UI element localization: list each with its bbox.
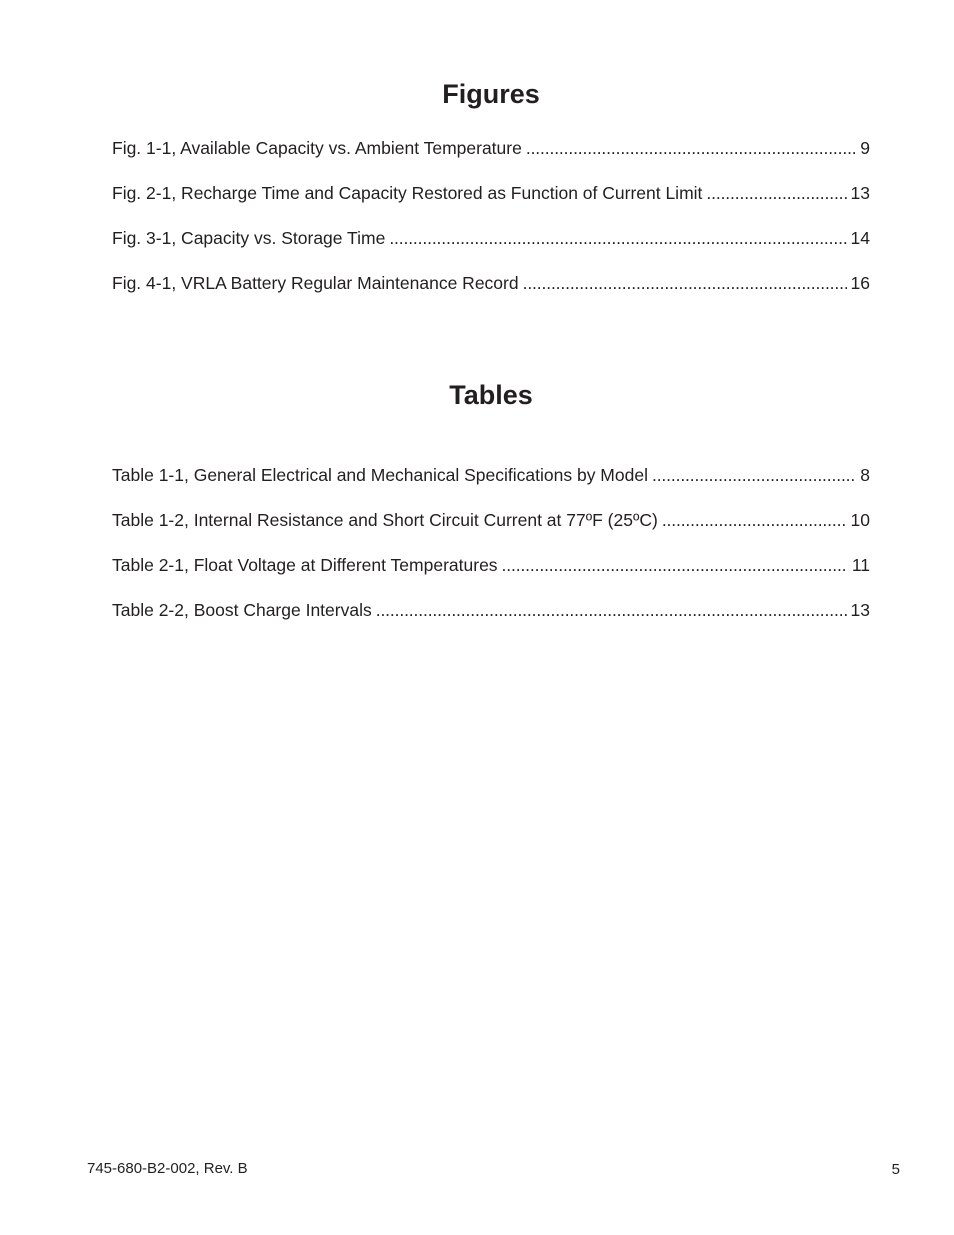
document-number: 745-680-B2-002, Rev. B [87, 1160, 248, 1177]
table-entry-label: Table 1-2, Internal Resistance and Short Circuit Current at 77ºF (25ºC) [112, 510, 658, 530]
table-entry-page: 10 [850, 510, 870, 530]
figure-entry[interactable] [112, 272, 870, 317]
table-entry[interactable] [112, 464, 870, 509]
figure-entry-page: 9 [860, 138, 870, 158]
table-entry-page: 13 [850, 600, 870, 620]
figures-list [112, 137, 870, 317]
figure-entry-page: 14 [850, 228, 870, 248]
dot-leader [526, 137, 856, 159]
dot-leader [706, 182, 846, 204]
figure-entry-label: Fig. 4-1, VRLA Battery Regular Maintenance Record [112, 273, 519, 293]
dot-leader [652, 464, 856, 486]
figures-heading: Figures [442, 79, 540, 109]
figure-entry[interactable] [112, 227, 870, 272]
table-entry[interactable] [112, 554, 870, 599]
table-entry-label: Table 2-1, Float Voltage at Different Temperatures [112, 555, 498, 575]
table-entry-label: Table 2-2, Boost Charge Intervals [112, 600, 372, 620]
table-entry-page: 11 [851, 555, 870, 575]
dot-leader [376, 599, 847, 621]
figure-entry-label: Fig. 1-1, Available Capacity vs. Ambient Temperature [112, 138, 522, 158]
figure-entry[interactable] [112, 137, 870, 182]
table-entry[interactable] [112, 599, 870, 644]
figure-entry-page: 13 [850, 183, 870, 203]
table-entry-page: 8 [860, 465, 870, 485]
figure-entry-label: Fig. 2-1, Recharge Time and Capacity Restored as Function of Current Limit [112, 183, 703, 203]
page-number: 5 [891, 1161, 900, 1178]
dot-leader [389, 227, 846, 249]
dot-leader [662, 509, 847, 531]
dot-leader [502, 554, 848, 576]
tables-heading: Tables [449, 380, 533, 410]
table-entry-label: Table 1-1, General Electrical and Mechanical Specifications by Model [112, 465, 648, 485]
tables-list [112, 464, 870, 644]
table-entry[interactable] [112, 509, 870, 554]
figure-entry-label: Fig. 3-1, Capacity vs. Storage Time [112, 228, 386, 248]
dot-leader [523, 272, 847, 294]
figure-entry-page: 16 [850, 273, 870, 293]
figure-entry[interactable] [112, 182, 870, 227]
